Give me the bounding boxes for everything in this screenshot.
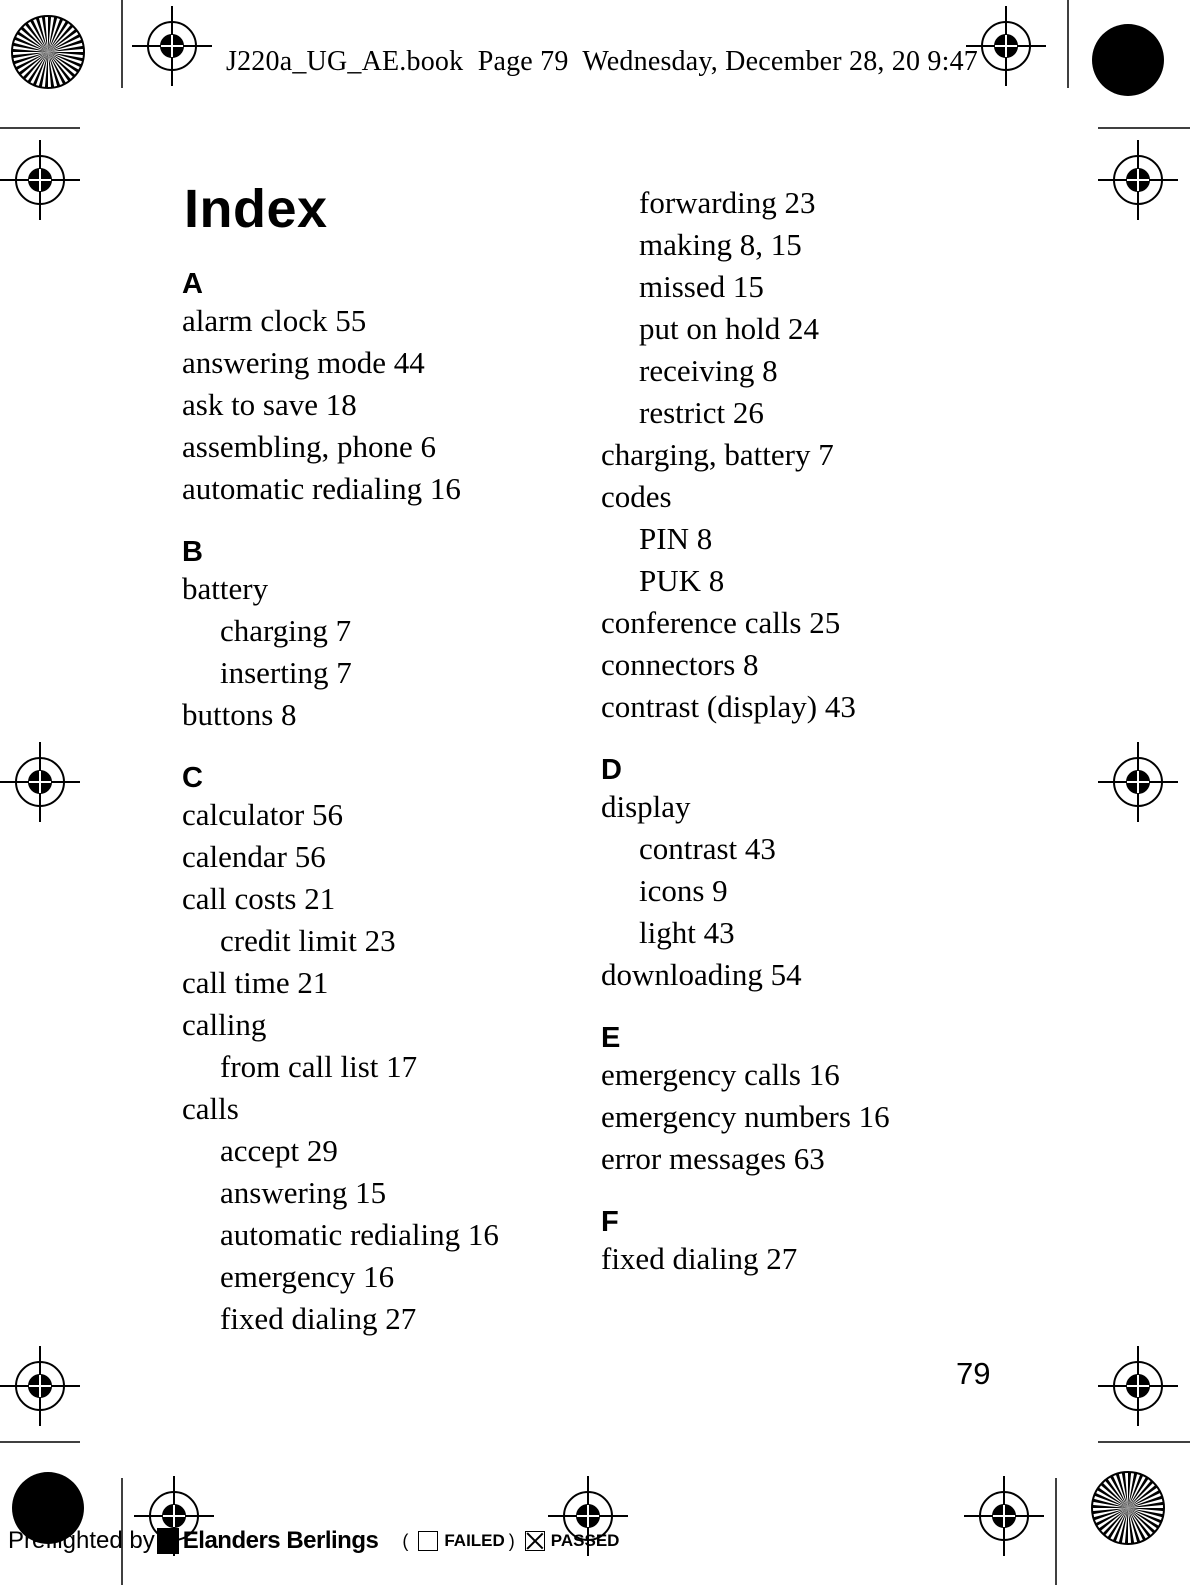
index-entry: assembling, phone 6 [182, 429, 436, 464]
preflight-footer: Preflighted by Elanders Berlings ( FAILED ) PASSED [8, 1527, 620, 1554]
index-column-left [182, 266, 499, 1340]
company-logo-icon [157, 1528, 179, 1554]
solid-circle-icon [1092, 24, 1164, 96]
index-entry: calling [182, 1007, 267, 1042]
index-subentry: contrast 43 [639, 831, 776, 866]
running-header: J220a_UG_AE.book Page 79 Wednesday, December 28, 20 9:47 [226, 46, 978, 77]
passed-label: PASSED [550, 1531, 620, 1550]
index-entry: automatic redialing 16 [182, 471, 461, 506]
index-entry: display [601, 789, 691, 824]
index-subentry: from call list 17 [220, 1049, 418, 1084]
registration-target-icon [1098, 742, 1178, 822]
index-subentry: inserting 7 [220, 655, 352, 690]
index-letter-heading: B [182, 536, 203, 568]
index-entry: charging, battery 7 [601, 437, 834, 472]
index-entry: emergency numbers 16 [601, 1099, 890, 1134]
section-gap [182, 736, 499, 760]
registration-target-icon [1098, 1346, 1178, 1426]
index-letter-heading: D [601, 754, 622, 786]
registration-target-icon [1098, 140, 1178, 220]
index-entry: calls [182, 1091, 239, 1126]
index-entry: ask to save 18 [182, 387, 357, 422]
index-subentry: charging 7 [220, 613, 352, 648]
index-entry: codes [601, 479, 672, 514]
page-number: 79 [956, 1356, 991, 1391]
index-subentry: restrict 26 [639, 395, 764, 430]
star-wheel-icon [12, 16, 84, 88]
index-subentry: PIN 8 [639, 521, 713, 556]
index-entry: error messages 63 [601, 1141, 825, 1176]
index-entry: calendar 56 [182, 839, 326, 874]
index-entry: calculator 56 [182, 797, 343, 832]
company-name: Elanders Berlings [182, 1527, 379, 1554]
index-entry: connectors 8 [601, 647, 759, 682]
registration-target-icon [132, 6, 212, 86]
page-title: Index [184, 179, 328, 239]
index-letter-heading: F [601, 1206, 619, 1238]
index-subentry: answering 15 [220, 1175, 387, 1210]
section-gap [601, 996, 890, 1020]
index-subentry: making 8, 15 [639, 227, 802, 262]
registration-target-icon [0, 742, 80, 822]
index-subentry: automatic redialing 16 [220, 1217, 499, 1252]
index-subentry: put on hold 24 [639, 311, 819, 346]
index-entry: buttons 8 [182, 697, 297, 732]
index-subentry: credit limit 23 [220, 923, 396, 958]
index-subentry: forwarding 23 [639, 185, 816, 220]
failed-checkbox [418, 1531, 438, 1551]
index-entry: alarm clock 55 [182, 303, 367, 338]
failed-label: FAILED [444, 1531, 505, 1550]
index-entry: answering mode 44 [182, 345, 425, 380]
index-subentry: missed 15 [639, 269, 764, 304]
index-subentry: emergency 16 [220, 1259, 395, 1294]
index-letter-heading: C [182, 762, 203, 794]
index-entry: battery [182, 571, 269, 606]
index-entry: contrast (display) 43 [601, 689, 856, 724]
registration-target-icon [0, 1346, 80, 1426]
star-wheel-icon [1092, 1472, 1164, 1544]
preflighted-label: Preflighted by [8, 1527, 155, 1554]
index-entry: call costs 21 [182, 881, 336, 916]
index-subentry: light 43 [639, 915, 735, 950]
index-column-right [601, 182, 890, 1280]
section-gap [601, 1180, 890, 1204]
index-entry: fixed dialing 27 [601, 1241, 798, 1276]
registration-target-icon [964, 1476, 1044, 1556]
index-entry: downloading 54 [601, 957, 802, 992]
index-letter-heading: E [601, 1022, 621, 1054]
registration-target-icon [966, 6, 1046, 86]
index-subentry: icons 9 [639, 873, 728, 908]
index-subentry: fixed dialing 27 [220, 1301, 417, 1336]
index-subentry: PUK 8 [639, 563, 725, 598]
index-subentry: accept 29 [220, 1133, 338, 1168]
index-entry: emergency calls 16 [601, 1057, 840, 1092]
section-gap [182, 510, 499, 534]
index-entry: call time 21 [182, 965, 329, 1000]
index-subentry: receiving 8 [639, 353, 778, 388]
index-entry: conference calls 25 [601, 605, 841, 640]
passed-checkbox [525, 1531, 545, 1551]
section-gap [601, 728, 890, 752]
index-letter-heading: A [182, 268, 203, 300]
registration-target-icon [0, 140, 80, 220]
